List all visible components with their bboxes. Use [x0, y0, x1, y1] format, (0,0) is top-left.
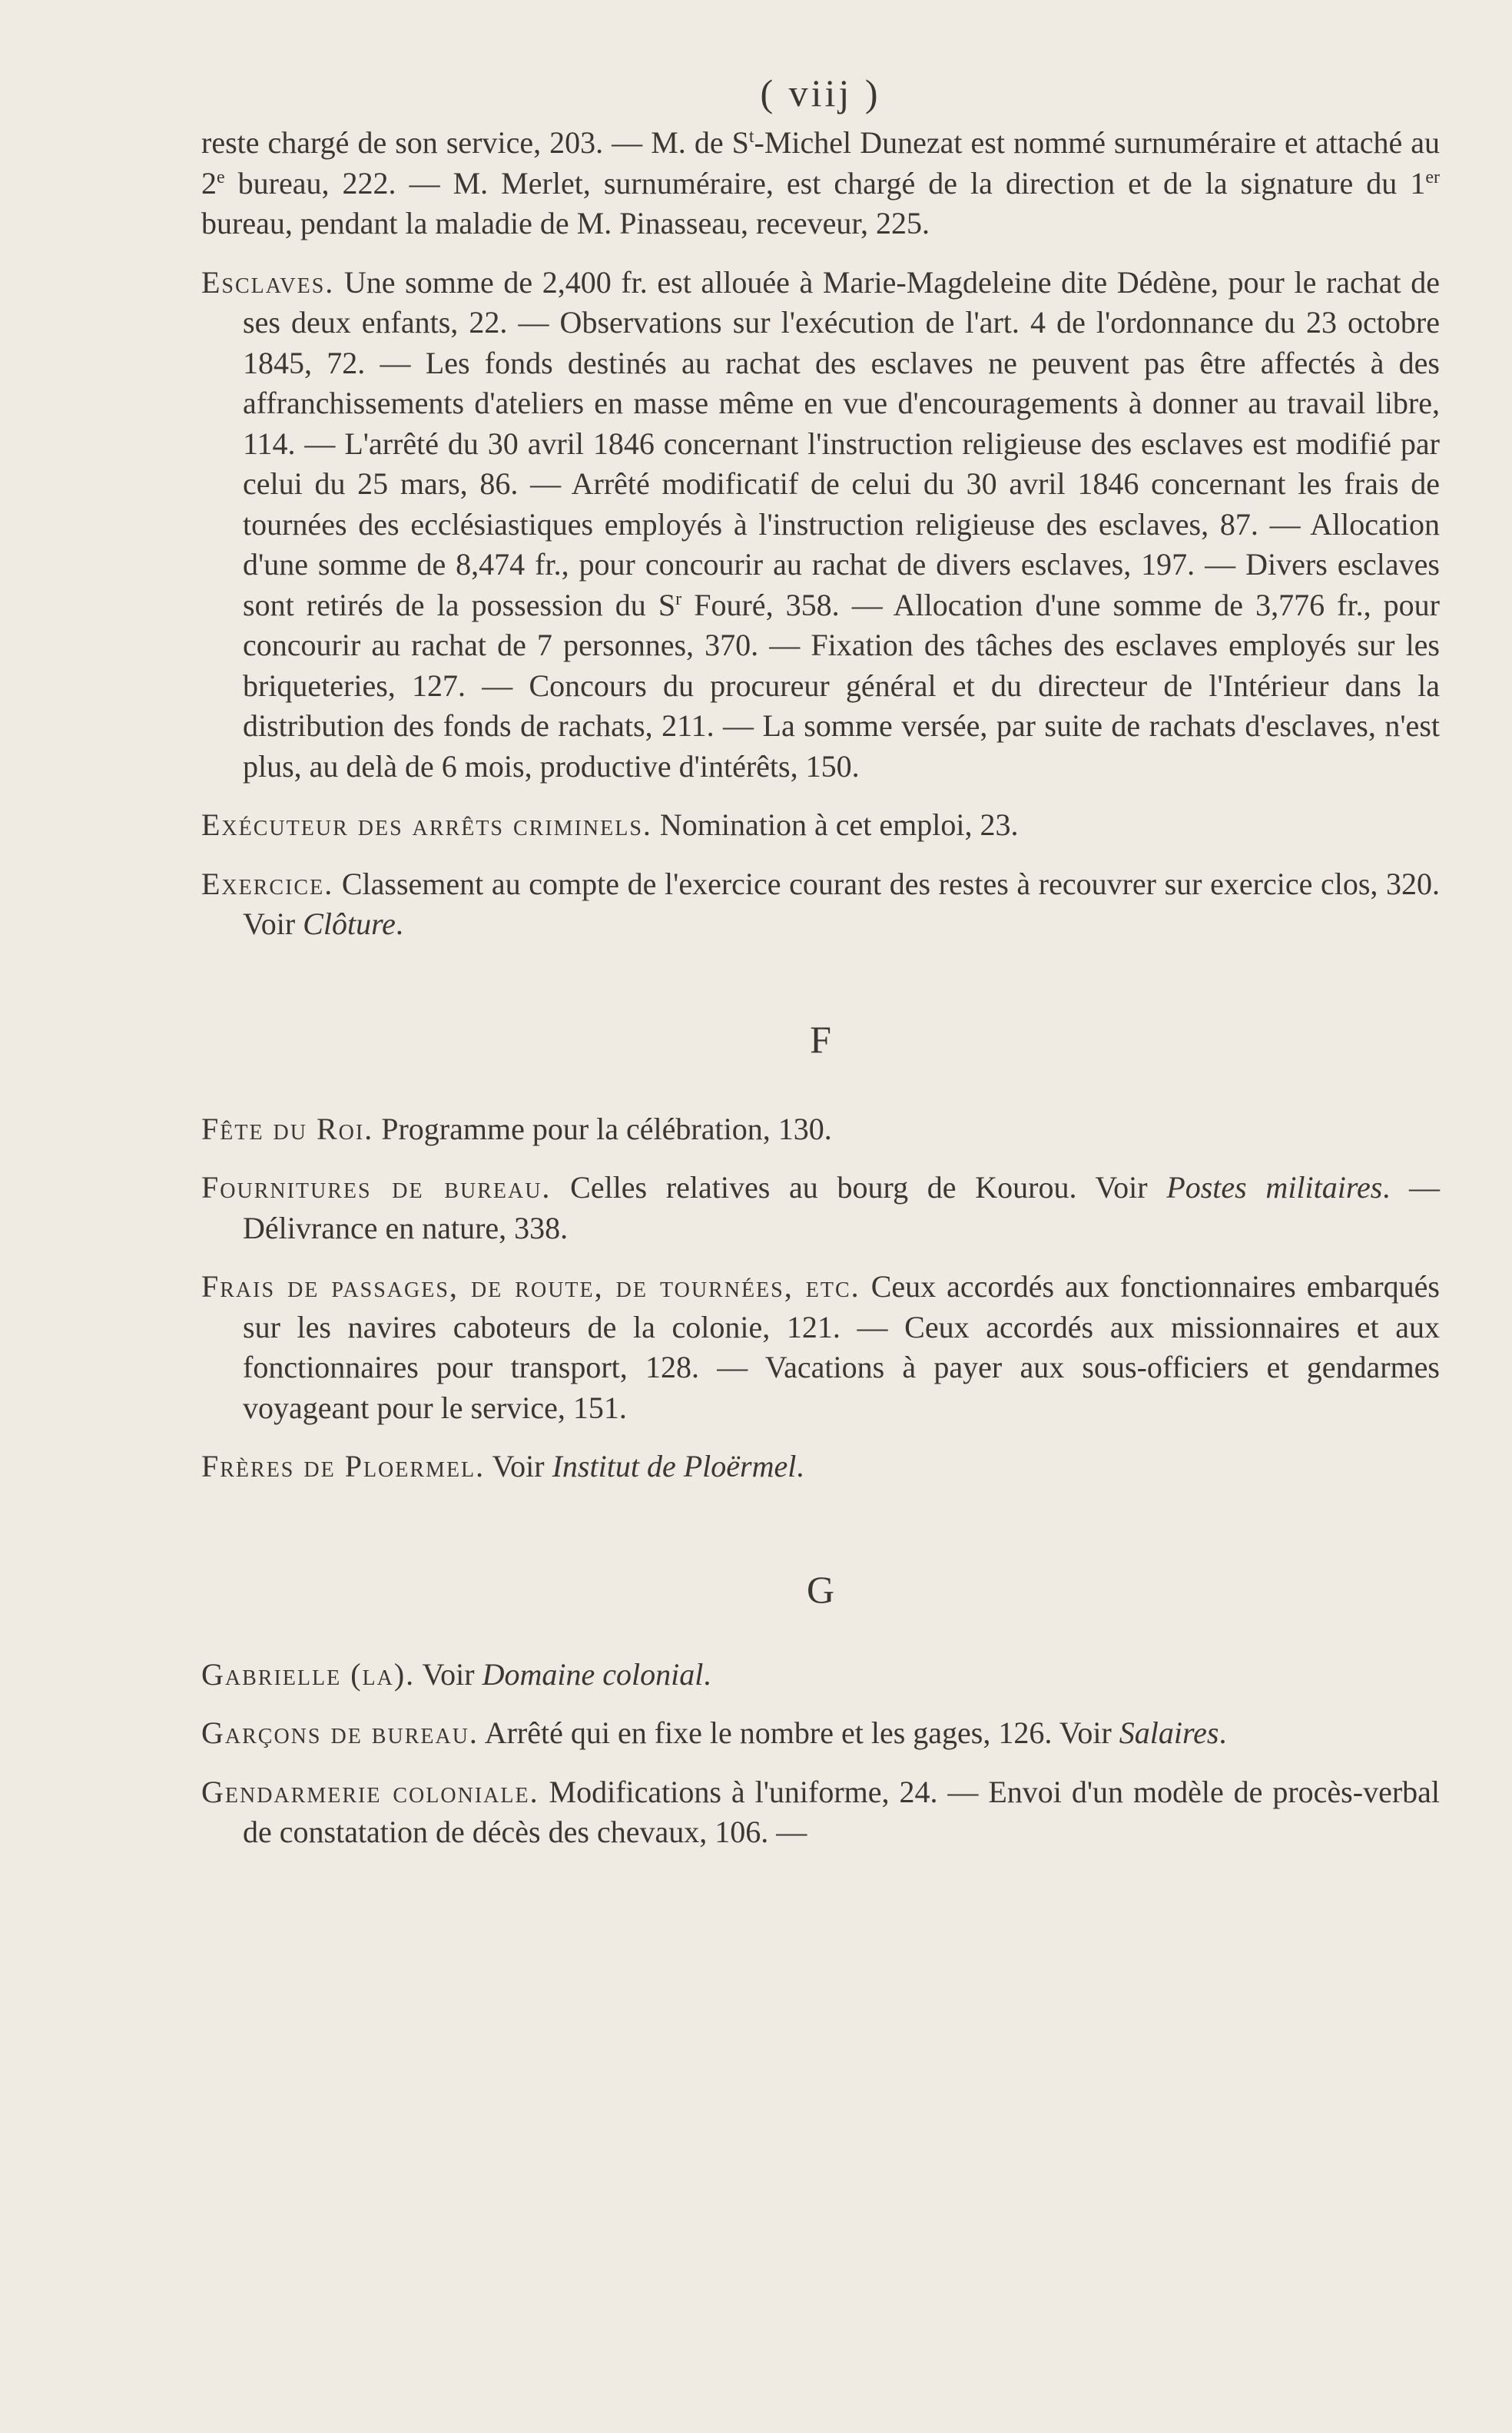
entry-fournitures: [201, 1168, 1440, 1248]
entry-fete-du-roi: [201, 1109, 1440, 1150]
superscript: r: [675, 588, 682, 609]
entry-text: .: [1219, 1715, 1227, 1750]
entry-heading: Gabrielle (la).: [201, 1656, 416, 1692]
entry-text: Voir: [422, 1656, 482, 1692]
entry-esclaves: [201, 263, 1440, 787]
entry-text: .: [703, 1656, 711, 1692]
section-letter-f: F: [810, 1017, 831, 1061]
entry-text: reste chargé de son service, 203. — M. de S: [201, 125, 749, 160]
entry-garcons: [201, 1713, 1440, 1754]
entry-text: -Michel Dunezat est nommé surnuméraire et attaché au 2: [201, 125, 1440, 201]
entry-heading: Fournitures de bureau.: [201, 1170, 552, 1205]
superscript: t: [748, 127, 754, 147]
entry-heading: Fête du Roi.: [201, 1111, 374, 1146]
entry-text: . — Délivrance en nature, 338.: [243, 1170, 1440, 1245]
entry-heading: Gendarmerie coloniale.: [201, 1774, 539, 1809]
entry-executeur: [201, 805, 1440, 846]
cross-reference: Clôture: [303, 907, 396, 941]
cross-reference: Postes militaires: [1166, 1170, 1383, 1205]
section-letter-g: G: [806, 1567, 835, 1611]
entry-freres: [201, 1447, 1440, 1487]
entry-heading: Exécuteur des arrêts criminels.: [201, 807, 652, 842]
entry-frais: [201, 1267, 1440, 1428]
entry-continuation: [201, 123, 1440, 244]
entry-text: Une somme de 2,400 fr. est allouée à Marie-Magdeleine dite Dédène, pour le rachat de ses deux enfants, 22. — Observations sur l'exécution de l'art. 4 de l'ordonnance du 23 octobre 1845, 72. — Les fonds destinés au rachat des esclaves ne peuvent pas être affectés à des affranchissements d'ateliers en masse même en vue d'encouragements à donner au travail libre, 114. — L'arrêté du 30 avril 1846 concernant l'instruction religieuse des esclaves est modifié par celui du 25 mars, 86. — Arrêté modificatif de celui du 30 avril 1846 concernant les frais de tournées des ecclésiastiques employés à l'instruction religieuse des esclaves, 87. — Allocation d'une somme de 8,474 fr., pour concourir au rachat de divers esclaves, 197. — Divers esclaves sont retirés de la possession du S: [243, 264, 1441, 622]
entry-heading: Esclaves.: [201, 264, 335, 300]
entry-text: Programme pour la célébration, 130.: [381, 1111, 832, 1146]
entry-text: bureau, 222. — M. Merlet, surnuméraire, est chargé de la direction et de la signature du 1: [224, 165, 1426, 201]
entry-text: Modifications à l'uniforme, 24. — Envoi d'un modèle de procès-verbal de constatation de décès des chevaux, 106. —: [243, 1774, 1441, 1849]
entry-text: Fouré, 358. — Allocation d'une somme de 3,776 fr., pour concourir au rachat de 7 personnes, 370. — Fixation des tâches des esclaves employés sur les briqueteries, 127. — Concours du procureur général et du directeur de l'Intérieur dans la distribution des fonds de rachats, 211. — La somme versée, par suite de rachats d'esclaves, n'est plus, au delà de 6 mois, productive d'intérêts, 150.: [243, 587, 1441, 784]
entry-text: Voir: [492, 1449, 552, 1483]
entry-heading: Frais de passages, de route, de tournées, etc.: [201, 1269, 860, 1304]
entry-heading: Frères de Ploermel.: [201, 1449, 486, 1483]
entry-text: Ceux accordés aux fonctionnaires embarqués sur les navires caboteurs de la colonie, 121. — Ceux accordés aux missionnaires et aux fonctionnaires pour transport, 128. — Vacations à payer aux sous-officiers et gendarmes voyageant pour le service, 151.: [243, 1269, 1440, 1425]
entry-text: .: [395, 907, 403, 941]
entry-gendarmerie: [201, 1772, 1440, 1853]
entry-text: Classement au compte de l'exercice courant des restes à recouvrer sur exercice clos, 320. Voir: [243, 866, 1441, 941]
page-number: ( viij ): [760, 71, 881, 114]
entry-text: Celles relatives au bourg de Kourou. Voir: [570, 1170, 1167, 1205]
superscript: er: [1425, 167, 1440, 187]
cross-reference: Salaires: [1119, 1715, 1219, 1750]
cross-reference: Domaine colonial: [482, 1656, 704, 1692]
entry-exercice: [201, 864, 1440, 945]
index-page: [201, 71, 1441, 1853]
superscript: e: [217, 167, 225, 187]
entry-gabrielle: [201, 1655, 1440, 1695]
entry-text: .: [796, 1449, 804, 1483]
entry-text: Arrêté qui en fixe le nombre et les gages, 126. Voir: [484, 1715, 1119, 1750]
entry-text: bureau, pendant la maladie de M. Pinasseau, receveur, 225.: [201, 206, 930, 240]
cross-reference: Institut de Ploërmel: [552, 1449, 797, 1483]
entry-heading: Exercice.: [201, 866, 334, 901]
entry-text: Nomination à cet emploi, 23.: [659, 807, 1019, 842]
entry-heading: Garçons de bureau.: [201, 1715, 479, 1750]
